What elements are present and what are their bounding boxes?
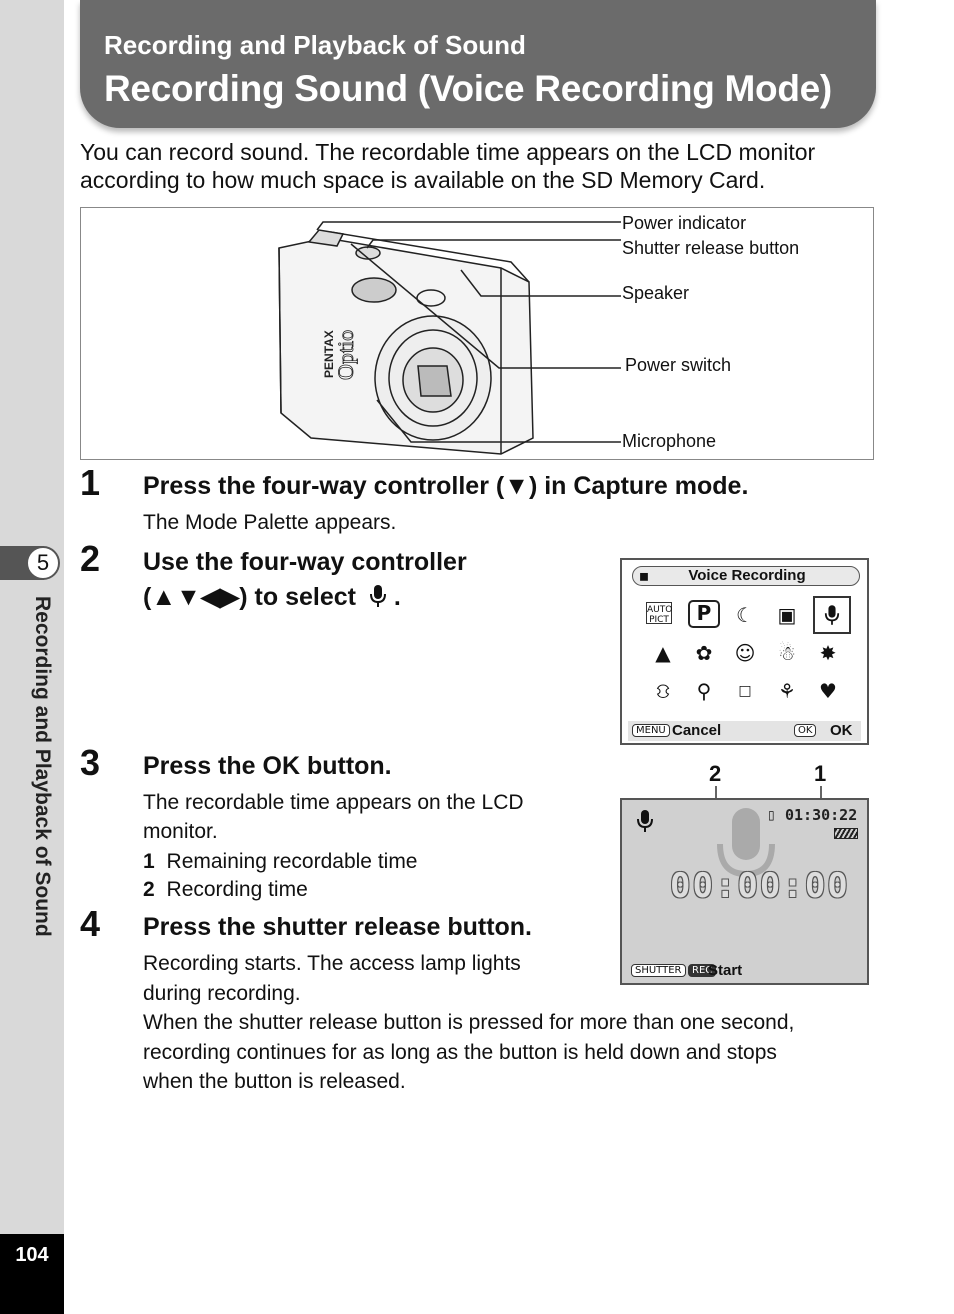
food-icon[interactable]: ⚘ <box>778 679 796 703</box>
camera-model: Optio <box>333 329 358 380</box>
step-3-item-2 <box>143 875 308 905</box>
step-3-item-2-label: Recording time <box>166 878 308 901</box>
ok-label[interactable]: OK <box>830 722 853 739</box>
step-2-heading-end: . <box>393 583 401 611</box>
step-3-heading: Press the OK button. <box>143 752 392 780</box>
step-3-item-1-label: Remaining recordable time <box>166 850 418 873</box>
step-4-text-line-2: during recording. <box>143 982 301 1005</box>
section-subtitle: Recording and Playback of Sound <box>104 30 526 60</box>
rec-key: REC <box>688 964 716 977</box>
shutter-key: SHUTTER <box>631 964 686 977</box>
camera-figure <box>80 207 874 460</box>
cancel-label[interactable]: Cancel <box>672 722 722 739</box>
callout-shutter-release-button: Shutter release button <box>622 238 800 258</box>
step-2-heading-text: (▲▼◀▶) to select <box>143 583 356 611</box>
flower-icon[interactable]: ✿ <box>695 641 713 665</box>
start-label: Start <box>708 962 743 979</box>
intro-paragraph <box>80 138 880 194</box>
remaining-recordable-time: 01:30:22 <box>785 806 858 824</box>
palette-header <box>632 566 860 586</box>
step-3-item-1 <box>143 847 418 877</box>
frame-icon[interactable]: ♥ <box>819 679 837 703</box>
ok-key: OK <box>794 724 816 737</box>
microphone-icon <box>369 584 387 608</box>
night-scene-icon[interactable]: ☾ <box>736 603 754 627</box>
step-3-text-line-1: The recordable time appears on the LCD <box>143 791 524 814</box>
intro-line-1: You can record sound. The recordable time appears on the LCD monitor <box>80 139 816 165</box>
step-3-text-line-2: monitor. <box>143 820 218 843</box>
portrait-icon[interactable]: ☺ <box>734 641 756 665</box>
step-3-item-2-num: 2 <box>143 878 155 901</box>
step-4-text-line-5: when the button is released. <box>143 1070 406 1093</box>
step-1-number: 1 <box>80 462 101 503</box>
step-4-heading: Press the shutter release button. <box>143 913 533 941</box>
step-4-text-line-3: When the shutter release button is pressed for more than one second, <box>143 1011 795 1034</box>
landscape-icon[interactable]: ▲ <box>655 641 671 665</box>
voice-recording-icon[interactable] <box>813 596 851 634</box>
step-4-text-line-1: Recording starts. The access lamp lights <box>143 952 521 975</box>
side-section-title: Recording and Playback of Sound <box>31 596 54 937</box>
battery-icon <box>834 828 858 839</box>
auto-pict-icon[interactable]: AUTO PICT <box>646 602 672 624</box>
microphone-icon <box>636 808 654 834</box>
step-3-item-1-num: 1 <box>143 850 155 873</box>
callout-speaker: Speaker <box>622 283 690 303</box>
step-1-text: The Mode Palette appears. <box>143 511 397 534</box>
marker-1: 1 <box>814 761 827 786</box>
step-2-number: 2 <box>80 538 101 579</box>
sd-card-icon: ▯ <box>768 808 775 822</box>
step-3-number: 3 <box>80 742 101 783</box>
step-4-number: 4 <box>80 903 101 944</box>
palette-header-text: Voice Recording <box>688 567 806 584</box>
callout-power-switch: Power switch <box>625 355 732 375</box>
step-1-heading: Press the four-way controller (▼) in Capture mode. <box>143 472 749 500</box>
camera-brand: PENTAX <box>322 330 336 378</box>
movie-icon[interactable]: ▣ <box>777 603 797 627</box>
recording-screen <box>620 798 869 985</box>
camera-icon: ◼ <box>639 569 649 583</box>
callout-power-indicator: Power indicator <box>622 213 747 233</box>
palette-footer <box>628 721 861 741</box>
page-title: Recording Sound (Voice Recording Mode) <box>104 68 832 109</box>
step-2-heading-line-2 <box>143 582 401 612</box>
mode-palette-screen <box>620 558 869 745</box>
chapter-number: 5 <box>26 546 60 580</box>
menu-key: MENU <box>632 724 670 737</box>
step-4-text-line-4: recording continues for as long as the button is held down and stops <box>143 1041 777 1064</box>
page-number: 104 <box>15 1244 49 1266</box>
intro-line-2: according to how much space is available on the SD Memory Card. <box>80 167 766 193</box>
text-icon[interactable]: □ <box>738 683 752 699</box>
sport-icon[interactable]: ⛻ <box>655 679 671 703</box>
pet-icon[interactable]: ⚲ <box>696 679 712 703</box>
snow-icon[interactable]: ☃ <box>778 641 796 665</box>
fireworks-icon[interactable]: ✸ <box>819 641 837 665</box>
step-2-heading-line-1: Use the four-way controller <box>143 548 467 576</box>
callout-microphone: Microphone <box>622 431 717 451</box>
marker-2: 2 <box>709 761 722 786</box>
program-icon[interactable]: P <box>688 600 720 628</box>
recording-time: 00:00:00 <box>670 866 850 906</box>
